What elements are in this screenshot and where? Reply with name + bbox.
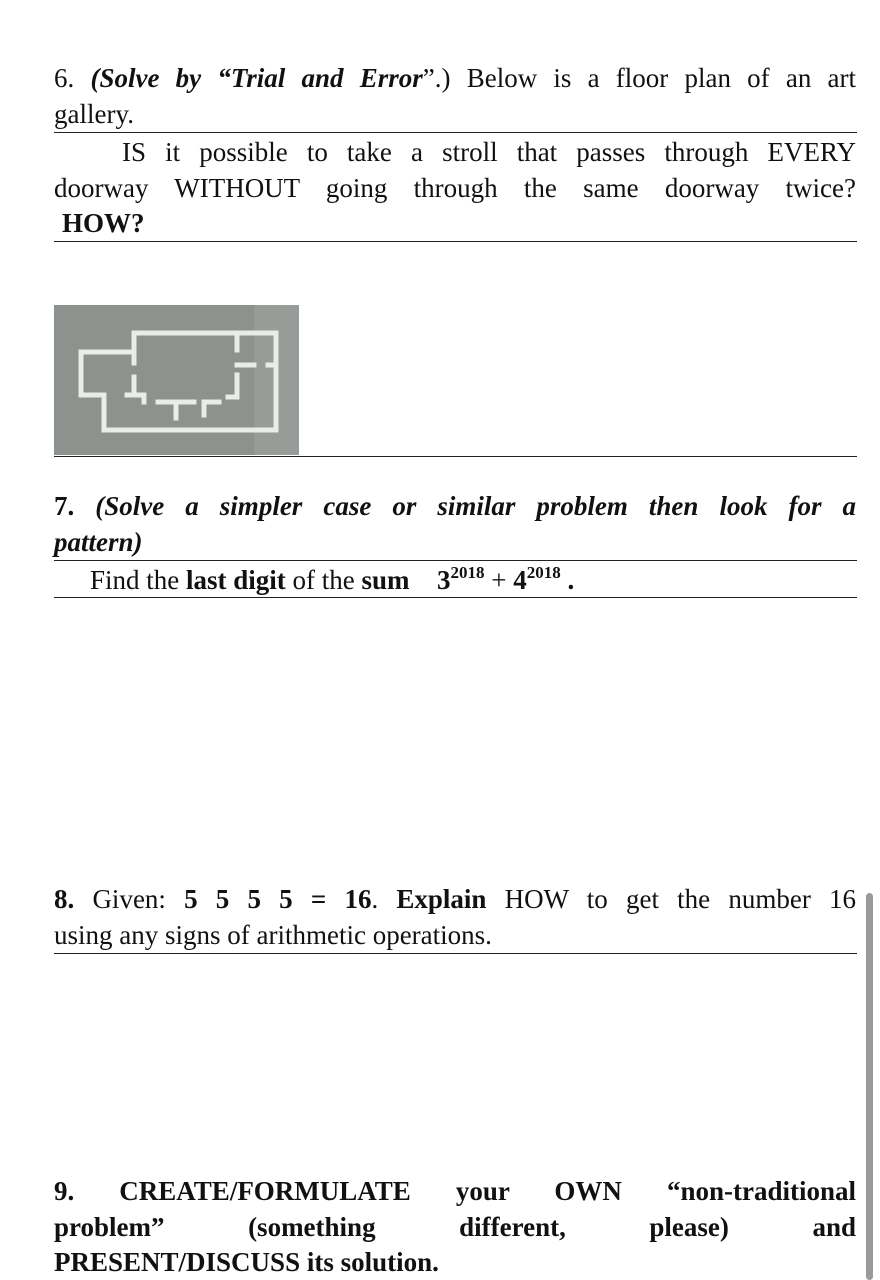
- problem6-question-line2: doorway WITHOUT going through the same doorway twice?: [54, 173, 856, 203]
- problem7-last-digit: last digit: [186, 565, 286, 595]
- divider: [54, 456, 857, 457]
- problem7-exp2: 2018: [526, 563, 561, 582]
- problem7-base2: 4: [513, 565, 527, 595]
- divider: [54, 560, 857, 561]
- problem8-explain: Explain: [396, 884, 487, 914]
- problem7-question: [90, 563, 790, 601]
- problem9-line1: 9. CREATE/FORMULATE your OWN “non-traditional: [54, 1176, 856, 1206]
- problem6-title: [90, 63, 422, 93]
- problem7-find: Find the: [90, 565, 180, 595]
- problem6-number: 6.: [54, 63, 75, 93]
- problem7-heading: [54, 489, 856, 523]
- problem8-given: Given:: [92, 884, 166, 914]
- problem6-intro-line2: gallery.: [54, 99, 134, 129]
- problem7-number: 7.: [54, 491, 75, 521]
- problem8-rest-line1: HOW to get the number 16: [504, 884, 856, 914]
- problem6-title-text: (Solve by “Trial and Error: [90, 63, 423, 93]
- floor-plan-drawing: [54, 305, 299, 455]
- problem7-of-the: of the: [292, 565, 355, 595]
- problem7-title-line2: pattern): [54, 527, 143, 557]
- problem7-plus: +: [491, 565, 507, 595]
- problem7-exp1: 2018: [450, 563, 485, 582]
- problem8-dot: .: [371, 884, 379, 914]
- problem6-question-line1: IS it possible to take a stroll that passes through EVERY: [122, 137, 856, 167]
- problem8-heading: [54, 882, 856, 916]
- divider: [54, 597, 857, 598]
- problem6-heading: [54, 61, 856, 95]
- problem8-line2: using any signs of arithmetic operations.: [54, 920, 492, 950]
- problem9-line2: problem” (something different, please) and: [54, 1212, 856, 1242]
- problem7-title-line1: (Solve a simpler case or similar problem then look for a: [95, 491, 857, 521]
- problem6-intro: Below is a floor plan of an art: [466, 63, 857, 93]
- floor-plan-image: [54, 305, 299, 455]
- problem8-number: 8.: [54, 884, 75, 914]
- problem7-period: .: [567, 565, 575, 595]
- problem7-base1: 3: [437, 565, 451, 595]
- scrollbar-thumb[interactable]: [866, 893, 873, 1280]
- problem6-title-tail: ”.): [422, 63, 451, 93]
- problem8-equation: 5 5 5 5 = 16: [184, 884, 372, 914]
- problem7-sum: sum: [361, 565, 410, 595]
- divider: [54, 132, 857, 133]
- problem6-how: HOW?: [62, 208, 145, 238]
- problem9-line3: PRESENT/DISCUSS its solution.: [54, 1247, 439, 1277]
- divider: [54, 953, 857, 954]
- divider: [54, 241, 857, 242]
